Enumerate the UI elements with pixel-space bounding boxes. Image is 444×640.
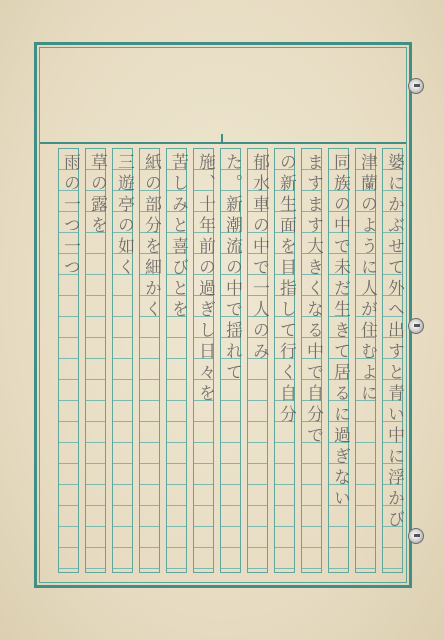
binding-slot (414, 324, 420, 327)
handwritten-line: 施、十年前の過ぎし日々を (195, 153, 215, 405)
grid-column (274, 148, 295, 573)
manuscript-grid (43, 148, 403, 573)
grid-column (58, 148, 79, 573)
handwritten-line: 郁水車の中で一人のみ (249, 153, 269, 363)
handwritten-line: ますます大きくなる中で自分で (303, 153, 323, 447)
grid-column (247, 148, 268, 573)
header-divider (40, 142, 406, 144)
center-fold-mark (221, 134, 223, 142)
grid-column (328, 148, 349, 573)
handwritten-line: 三遊亭の如く (114, 153, 134, 279)
handwritten-line: 同族の中で未だ生きて居るに過ぎない (330, 153, 350, 510)
grid-column (85, 148, 106, 573)
grid-column (112, 148, 133, 573)
binding-slot (414, 84, 420, 87)
grid-column (355, 148, 376, 573)
handwritten-line: た。新潮流の中で揺れて (222, 153, 242, 384)
header-blank-area (40, 48, 406, 142)
handwritten-line: 雨の一つ一つ (60, 153, 80, 279)
binding-slot (414, 534, 420, 537)
grid-column (193, 148, 214, 573)
handwritten-line: 婆にかぶせて外へ出すと青い中に浮かび (384, 153, 404, 531)
handwritten-line: 草の露を (87, 153, 107, 237)
grid-column (220, 148, 241, 573)
grid-column (382, 148, 403, 573)
handwritten-line: 津蘭のように人が住むよに (357, 153, 377, 405)
grid-column (139, 148, 160, 573)
handwritten-line: の新生面を目指して行く自分 (276, 153, 296, 426)
grid-column (301, 148, 322, 573)
handwritten-line: 紙の部分を細かく (141, 153, 161, 321)
grid-column (166, 148, 187, 573)
handwritten-line: 苦しみと喜びとを (168, 153, 188, 321)
